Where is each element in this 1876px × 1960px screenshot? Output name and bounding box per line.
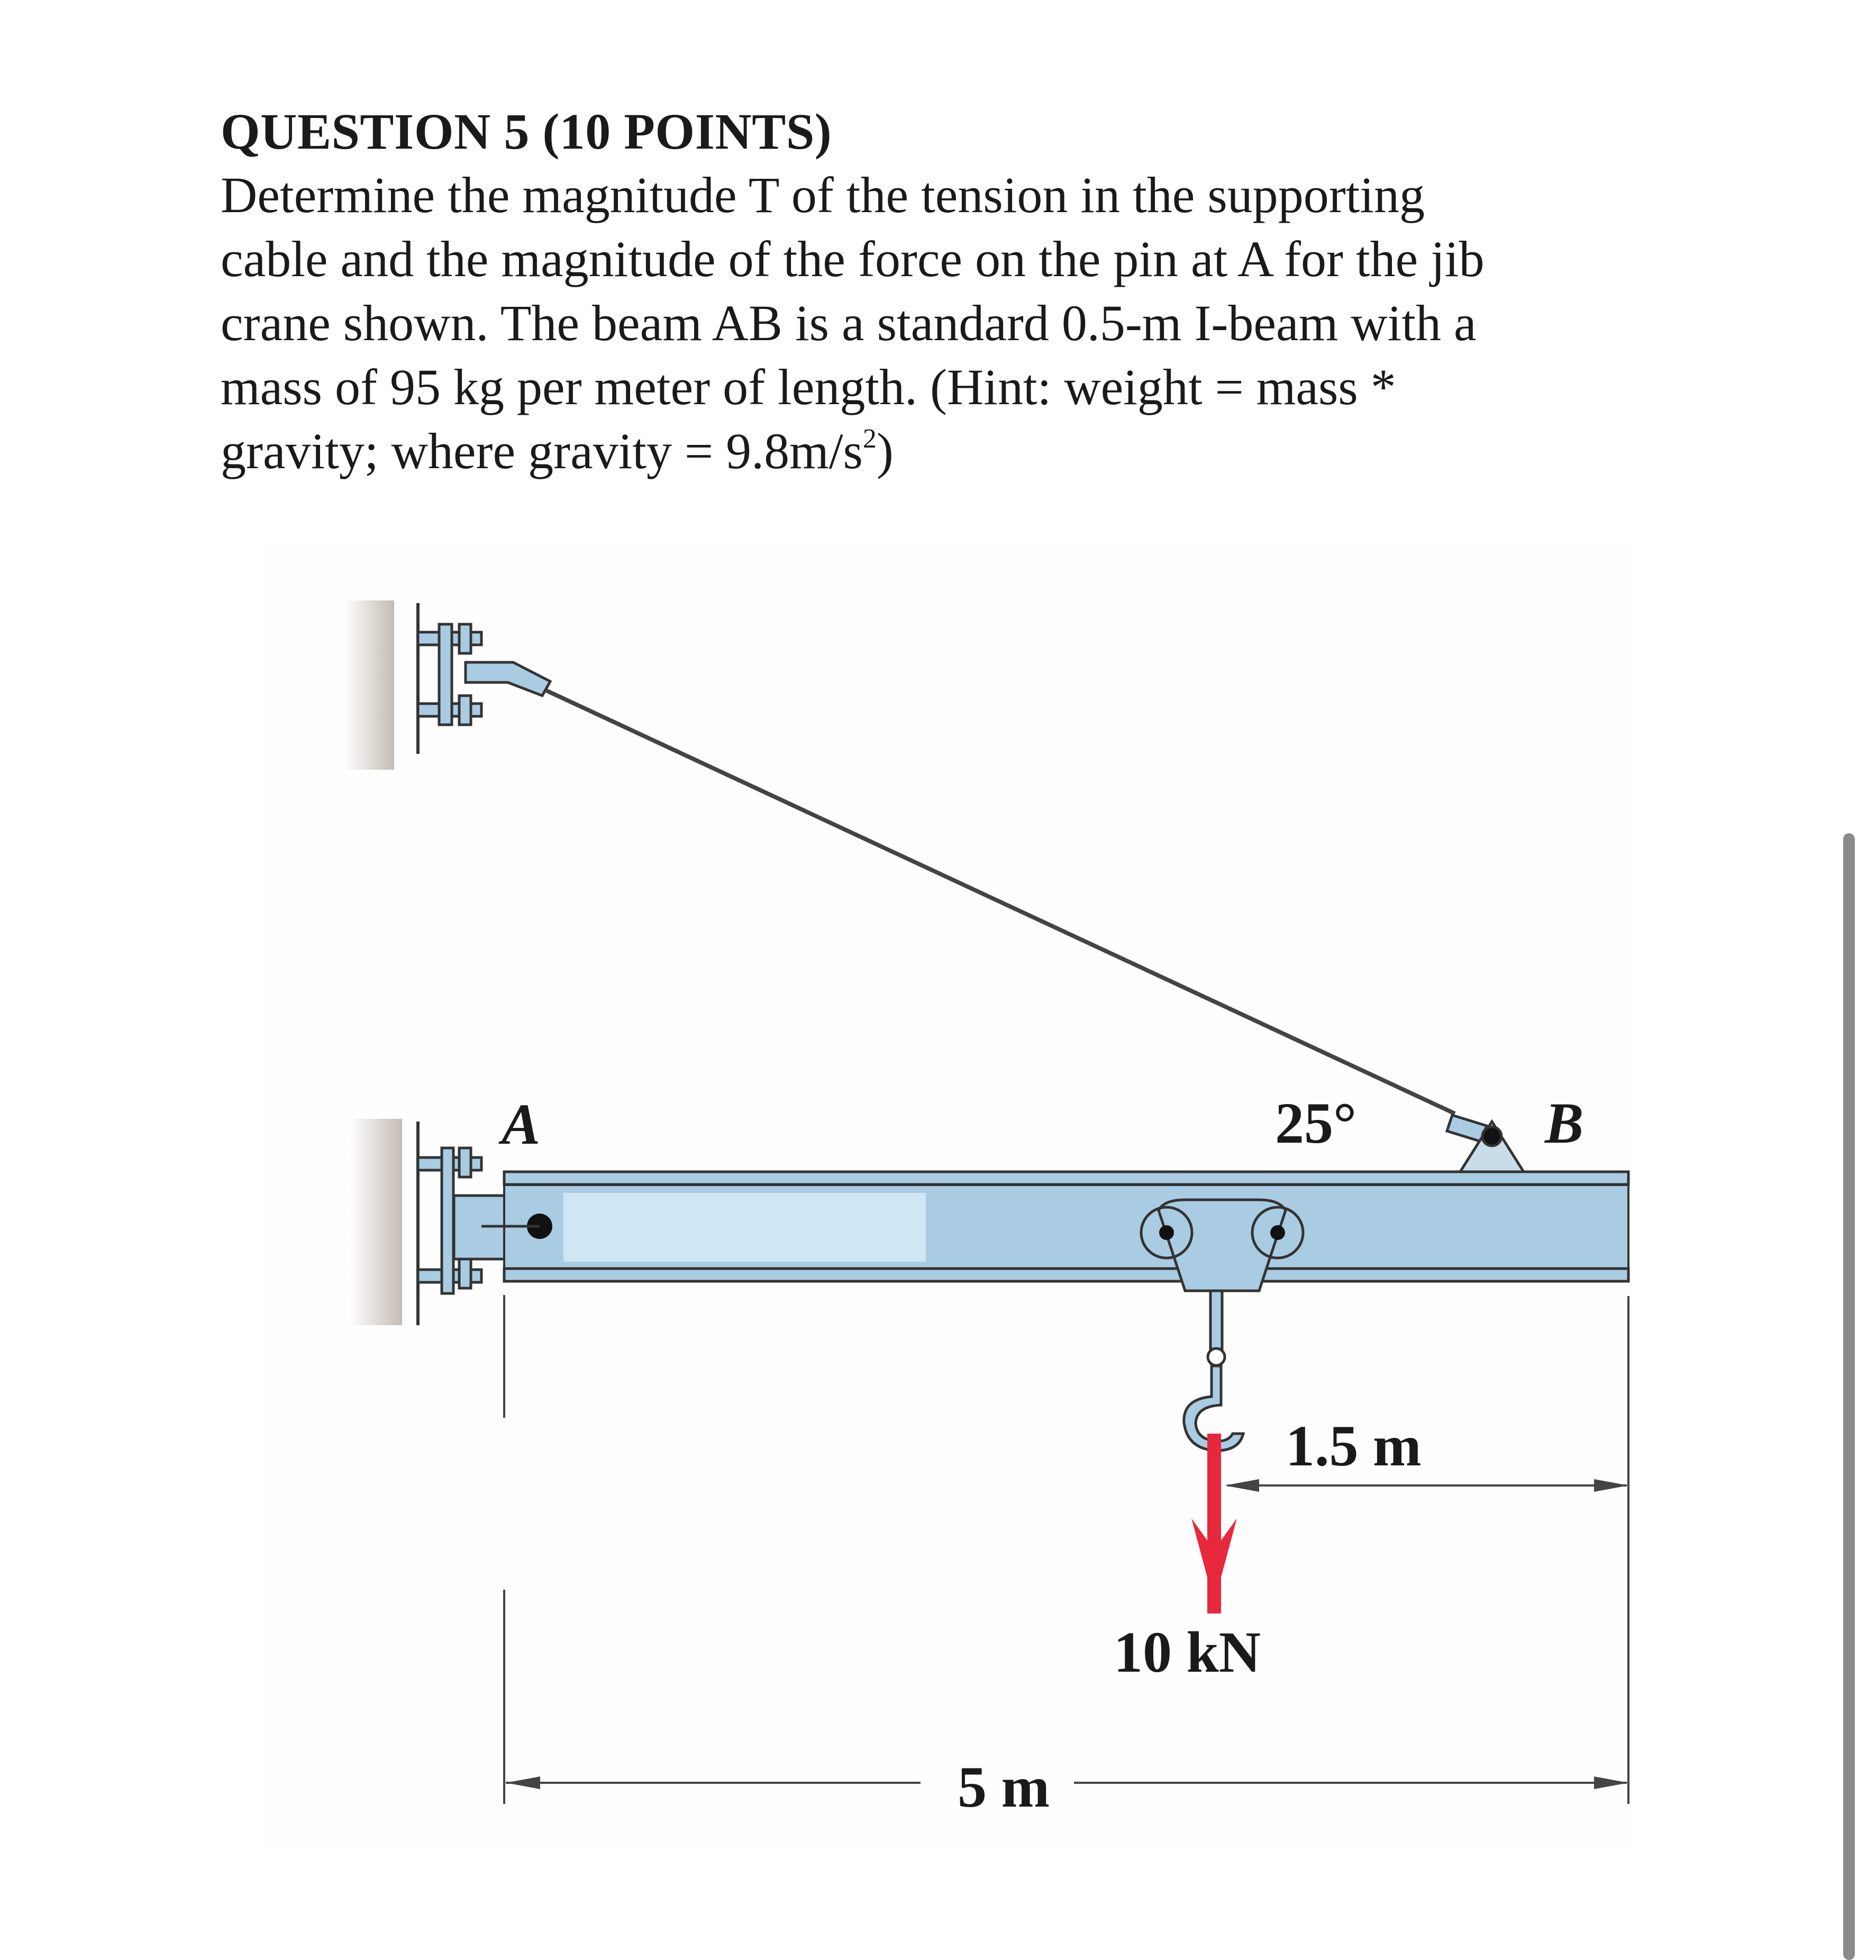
question-line-2: cable and the magnitude of the force on the pin at A for the jib [221,231,1485,287]
exponent: 2 [862,424,877,454]
question-line-5 [221,423,894,479]
load-force-arrow [1191,1434,1237,1613]
extension-lines [504,1295,1628,1804]
dim-label-span: 5 m [958,1755,1050,1819]
lower-wall [349,1119,402,1325]
dim-line-span [506,1776,1628,1789]
dim-label-load: 1.5 m [1286,1414,1422,1478]
i-beam-ab [504,1172,1628,1281]
cable-fitting-b [1447,1115,1524,1172]
jib-crane-figure [265,545,1635,1852]
supporting-cable [546,690,1455,1114]
jib-crane-diagram [265,545,1635,1852]
upper-bracket [418,624,550,725]
upper-wall [344,600,394,770]
dim-line-load [1225,1479,1628,1492]
crane-hook [1184,1291,1243,1451]
question-line-3: crane shown. The beam AB is a standard 0.5-m I-beam with a [221,295,1477,351]
question-line-5-text: gravity; where gravity = 9.8m/s [221,423,863,479]
angle-label: 25° [1275,1091,1356,1155]
label-b: B [1545,1091,1584,1155]
question-title: QUESTION 5 (10 POINTS) [221,103,832,160]
load-label: 10 kN [1114,1620,1261,1684]
question-text [221,163,1649,483]
question-line-1: Determine the magnitude T of the tension in the supporting [221,167,1425,223]
question-line-4: mass of 95 kg per meter of length. (Hint: weight = mass * [221,359,1396,415]
label-a: A [502,1092,541,1156]
question-line-5-end: ) [876,423,894,479]
question-block [221,101,1649,483]
scrollbar[interactable] [1843,833,1855,1960]
